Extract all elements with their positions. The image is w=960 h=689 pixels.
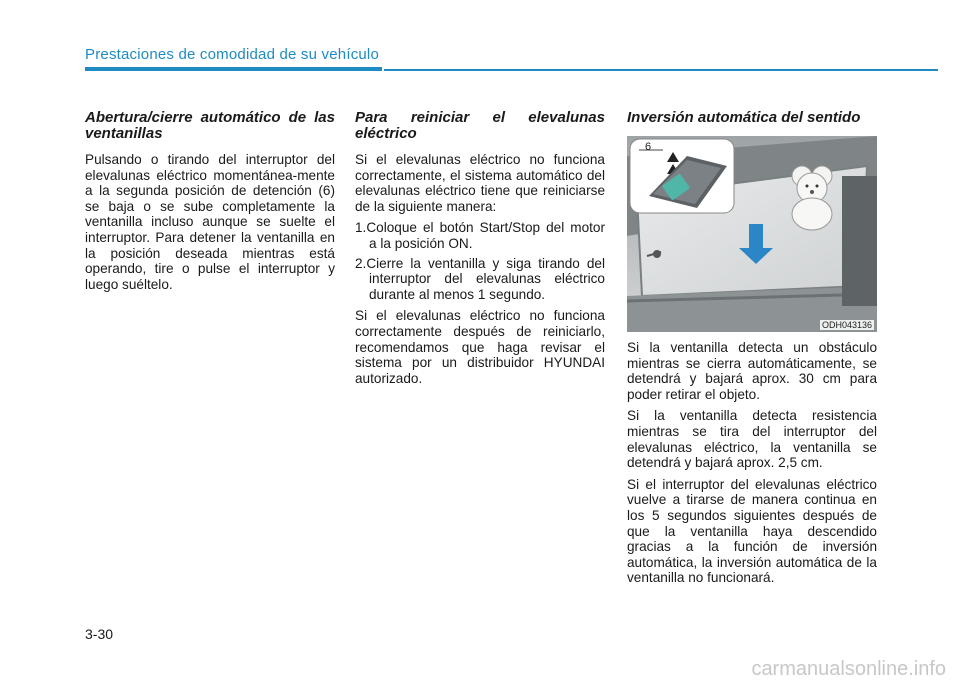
paragraph-reverse-2: Si la ventanilla detecta resistencia mientras se tira del interruptor del elevalunas eléctrico, la ventanilla se detendrá y bajará aprox. 2,5 cm. — [627, 408, 877, 471]
heading-automatic-window: Abertura/cierre automático de las ventanillas — [85, 109, 335, 142]
figure-code: ODH043136 — [821, 320, 872, 330]
column-auto-reverse — [627, 110, 877, 592]
figure-illustration — [627, 136, 877, 332]
paragraph-reverse-1: Si la ventanilla detecta un obstáculo mientras se cierra automáticamente, se detendrá y bajará aprox. 30 cm para poder retirar el objeto. — [627, 340, 877, 402]
paragraph-reverse-3: Si el interruptor del elevalunas eléctrico vuelve a tirarse de manera continua en los 5 segundos siguientes después de que la ventanilla haya descendido gracias a la función de inversión automática, la inversión automática de la ventanilla no funcionará. — [627, 476, 877, 586]
figure-callout-number: 6 — [645, 141, 652, 153]
heading-reset-window: Para reiniciar el elevalunas eléctrico — [355, 109, 605, 142]
section-title: Prestaciones de comodidad de su vehículo — [85, 46, 380, 63]
reset-step-2: 2.Cierre la ventanilla y siga tirando del interruptor del elevalunas eléctrico durante al menos 1 segundo. — [355, 255, 605, 302]
column-reset-window — [355, 110, 605, 392]
watermark: carmanualsonline.info — [751, 658, 946, 680]
column-automatic-window — [85, 110, 335, 298]
paragraph-reset-intro: Si el elevalunas eléctrico no funciona correctamente, el sistema automático del elevalunas eléctrico tiene que reiniciarse de la siguiente manera: — [355, 152, 605, 214]
page-number: 3-30 — [85, 626, 114, 642]
header-rule-thick — [85, 67, 382, 71]
paragraph-automatic-window: Pulsando o tirando del interruptor del elevalunas eléctrico momentánea-mente a la segunda posición de detención (6) se baja o se sube completamente la ventanilla incluso aunque se suelte el interruptor. Para detener la ventanilla en la posición deseada mientras está operando, tire o pulse el interruptor y luego suéltelo. — [85, 152, 335, 292]
reset-steps-list — [355, 220, 605, 302]
figure-window-obstacle — [627, 136, 877, 332]
reset-step-1: 1.Coloque el botón Start/Stop del motor a la posición ON. — [355, 220, 605, 251]
header-rule-thin — [384, 69, 938, 71]
heading-auto-reverse: Inversión automática del sentido — [627, 109, 861, 126]
paragraph-reset-outro: Si el elevalunas eléctrico no funciona correctamente después de reiniciarlo, recomendamos que haga revisar el sistema por un distribuidor HYUNDAI autorizado. — [355, 308, 605, 386]
